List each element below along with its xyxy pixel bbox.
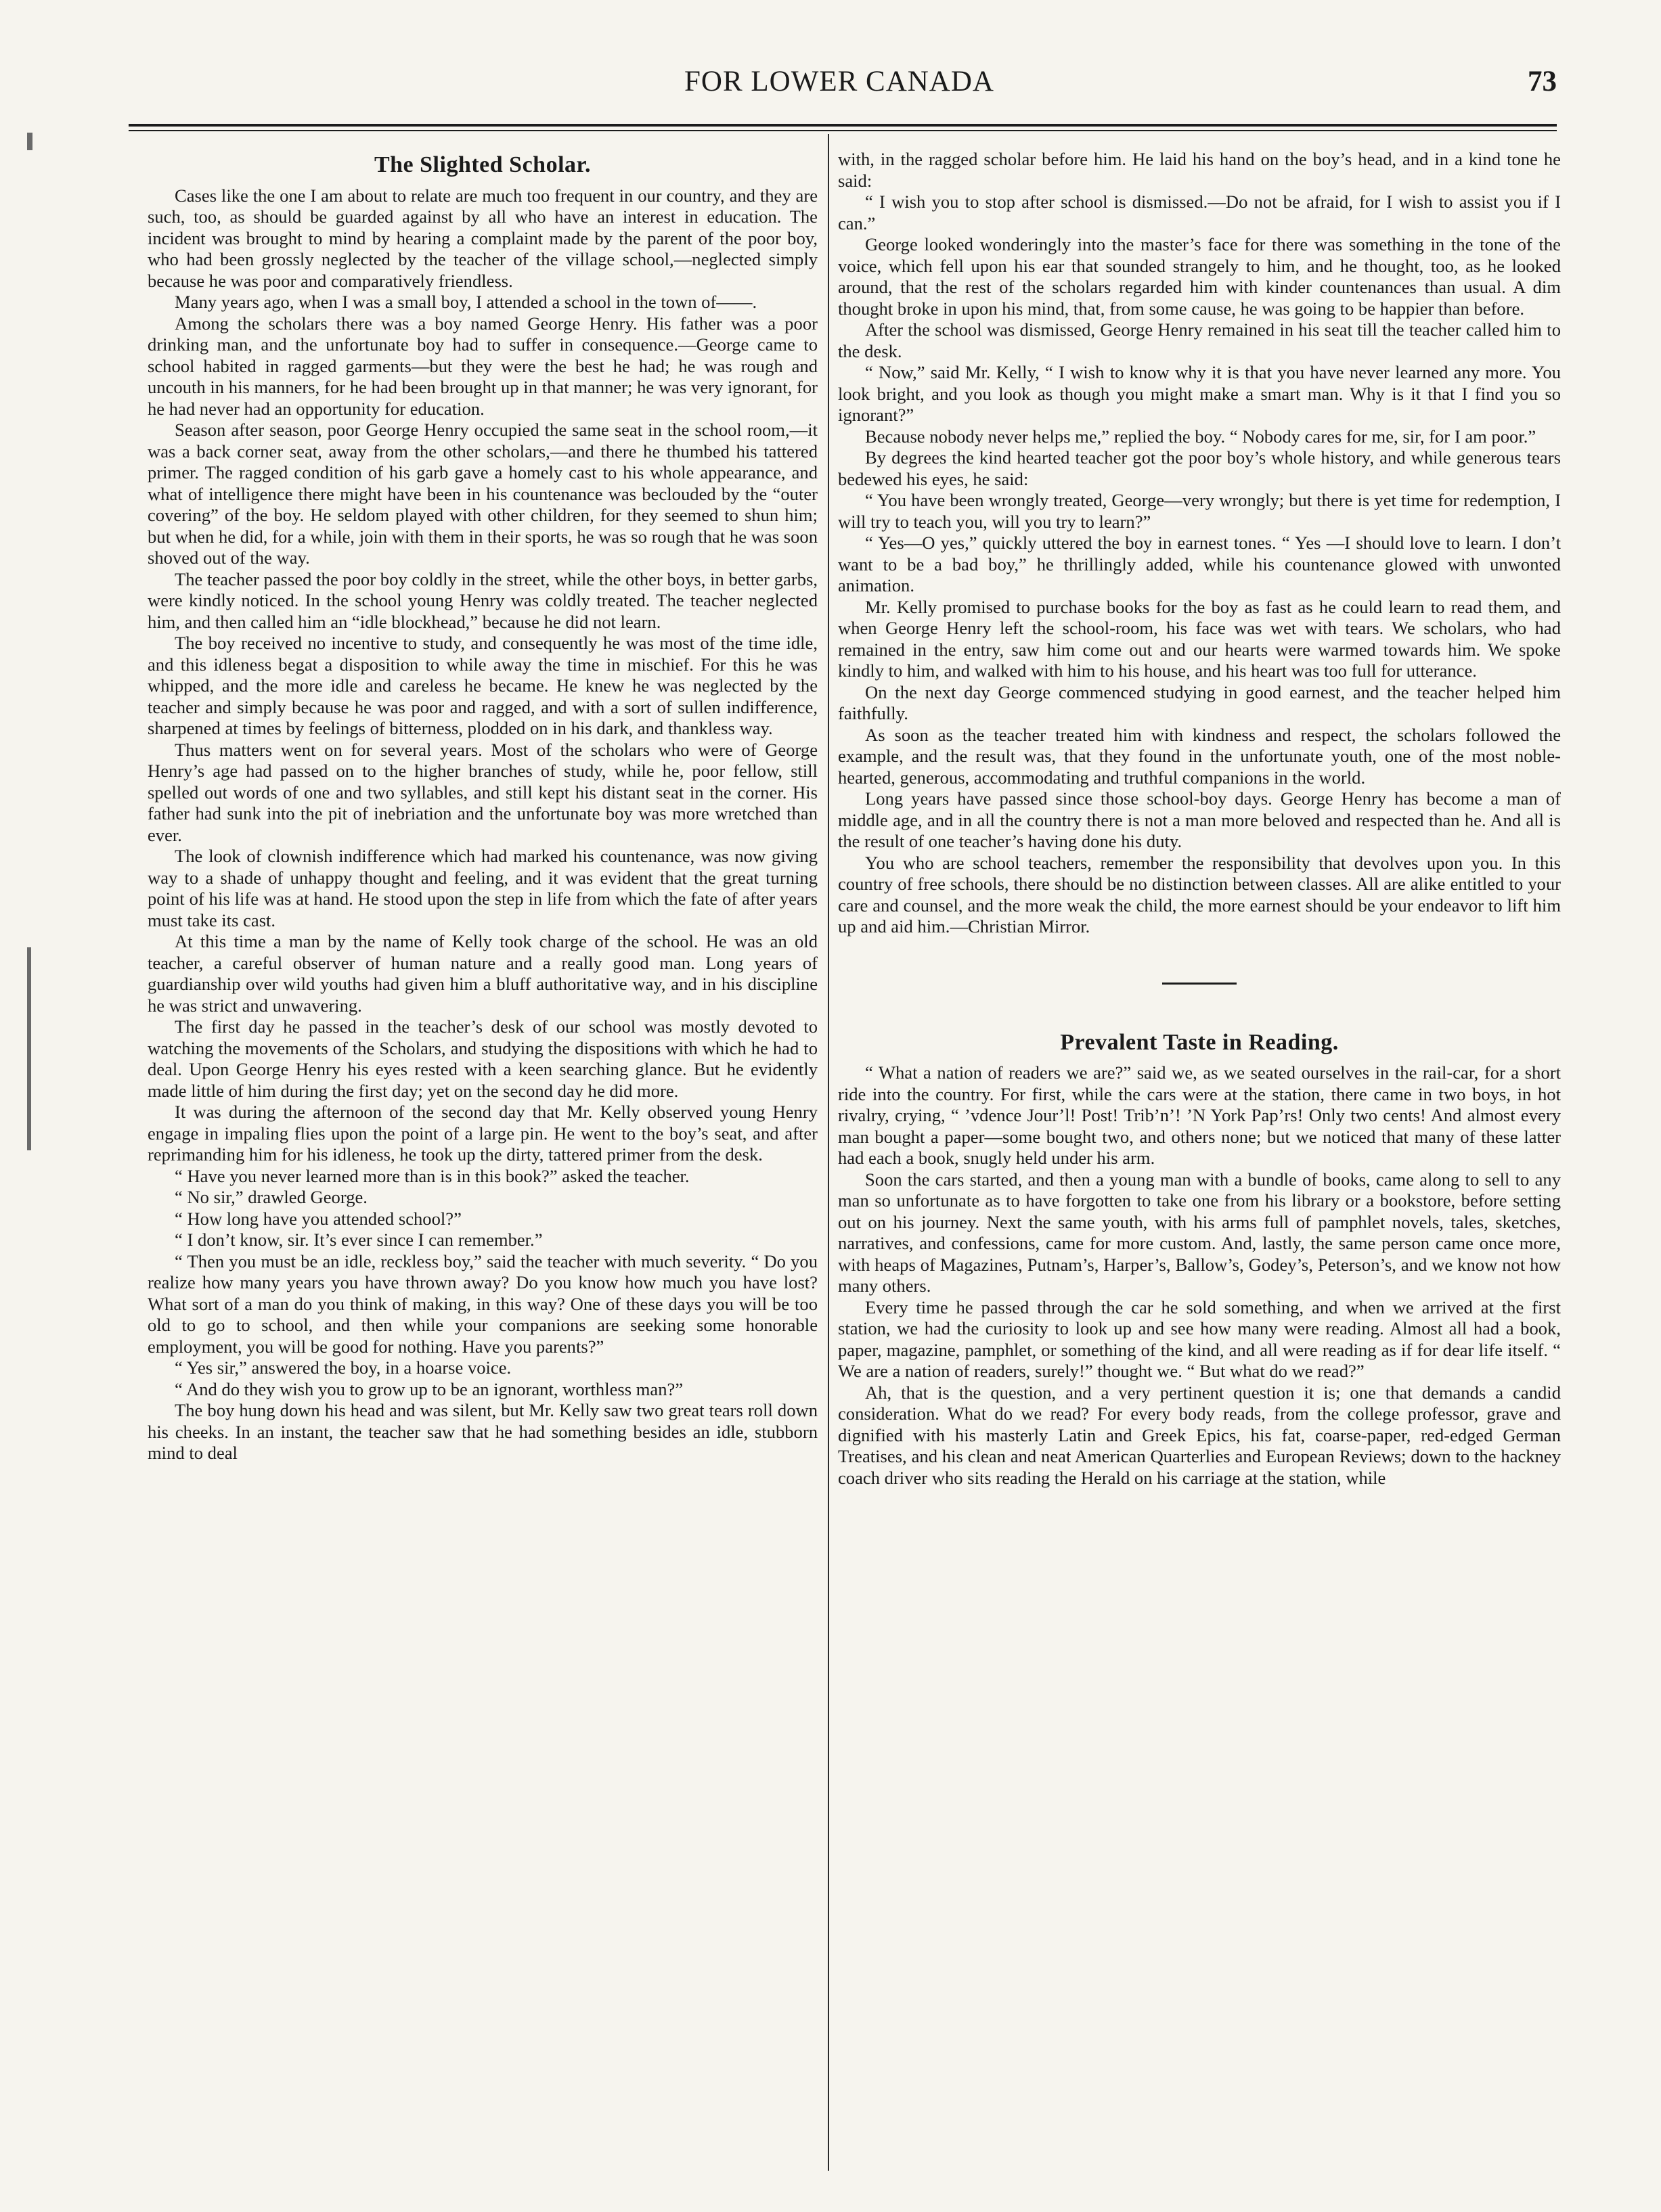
margin-mark [27,133,32,150]
header-rule-thin [129,130,1557,131]
paragraph: The boy hung down his head and was silent, but Mr. Kelly saw two great tears roll down his cheeks. In an instant, the teacher saw that he had something besides an idle, stubborn mind to deal [148,1400,818,1463]
paragraph: At this time a man by the name of Kelly took charge of the school. He was an old teacher, a careful observer of human nature and a really good man. Long years of guardianship over wild youths had given him a bluff authoritative way, and in his discipline he was strict and unwavering. [148,931,818,1016]
dialogue-line: “ Now,” said Mr. Kelly, “ I wish to know why it is that you have never learned any more. You look bright, and you look as though you might make a smart man. Why is it that I find you so ignorant?” [838,362,1561,425]
page-number: 73 [1528,66,1557,97]
running-title: FOR LOWER CANADA [684,66,994,97]
margin-mark [27,947,31,1150]
dialogue-line: “ Yes—O yes,” quickly uttered the boy in earnest tones. “ Yes —I should love to learn. I don’t want to be a bad boy,” he thrillingly added, while his countenance glowed with unwonted animation. [838,533,1561,595]
page-header [122,60,1557,114]
paragraph: On the next day George commenced studying in good earnest, and the teacher helped him faithfully. [838,681,1561,723]
header-rule [129,124,1557,127]
paragraph: Among the scholars there was a boy named George Henry. His father was a poor drinking man, and the unfortunate boy had to suffer in consequence.—George came to school habited in ragged garments—but they were the best he had; he was rough and uncouth in his manners, for he had been brought up in that manner; he was very ignorant, for he had never had an opportunity for education. [148,313,818,419]
paragraph: Thus matters went on for several years. Most of the scholars who were of George Henry’s age had passed on to the higher branches of study, while he, poor fellow, still spelled out words of one and two syllables, and still kept his distant seat in the corner. His father had sunk into the pit of inebriation and the unfortunate boy was more wretched than ever. [148,739,818,845]
article-separator [1162,983,1237,985]
dialogue-line: “ I don’t know, sir. It’s ever since I can remember.” [175,1229,543,1250]
dialogue-line: “ Yes sir,” answered the boy, in a hoarse voice. [175,1357,512,1378]
right-column [838,149,1561,1489]
article-title: The Slighted Scholar. [374,152,592,177]
left-column [148,149,818,1464]
paragraph: After the school was dismissed, George Henry remained in his seat till the teacher called him to the desk. [838,319,1561,361]
paragraph: By degrees the kind hearted teacher got the poor boy’s whole history, and while generous tears bedewed his eyes, he said: [838,447,1561,489]
dialogue-line: “ No sir,” drawled George. [175,1187,368,1207]
paragraph: Many years ago, when I was a small boy, I attended a school in the town of——. [175,292,757,312]
paragraph: The first day he passed in the teacher’s desk of our school was mostly devoted to watching the movements of the Scholars, and studying the dispositions with which he had to deal. Upon George Henry his eyes rested with a keen searching glance. But he evidently made little of him during the first day; yet on the second day he did more. [148,1016,818,1101]
dialogue-line: “ How long have you attended school?” [175,1208,462,1229]
paragraph: The look of clownish indifference which had marked his countenance, was now giving way to a shade of unhappy thought and feeling, and it was evident that the great turning point of his life was at hand. He stood upon the step in life from which the fate of after years must take its cast. [148,846,818,930]
column-divider [828,134,829,2171]
paragraph: “ What a nation of readers we are?” said we, as we seated ourselves in the rail-car, for a short ride into the country. For first, while the cars were at the station, there came in two boys, in hot rivalry, crying, “ ’vdence Jour’l! Post! Trib’n’! ’N York Pap’rs! Only two cents! And almost every man bought a paper—some bought two, and others none; but we noticed that many of these latter had each a book, snugly held under his arm. [838,1062,1561,1168]
dialogue-line: Because nobody never helps me,” replied the boy. “ Nobody cares for me, sir, for I am poor.” [865,426,1536,447]
paragraph: Ah, that is the question, and a very pertinent question it is; one that demands a candid consideration. What do we read? For every body reads, from the college professor, grave and dignified with his masterly Latin and Greek Epics, his fat, coarse-paper, red-edged German Treatises, and his clean and neat American Quarterlies and European Reviews; down to the hackney coach driver who sits reading the Herald on his carriage at the station, while [838,1382,1561,1488]
paragraph: It was during the afternoon of the second day that Mr. Kelly observed young Henry engage in impaling flies upon the point of a large pin. He went to the boy’s seat, and after reprimanding him for his idleness, he took up the dirty, tattered primer from the desk. [148,1102,818,1165]
dialogue-line: “ Then you must be an idle, reckless boy,” said the teacher with much severity. “ Do you realize how many years you have thrown away? Do you know how much you have lost? What sort of a man do you think of making, in this way? One of these days you will be too old to go to school, and then while your companions are seeking some honorable employment, you will be good for nothing. Have you parents?” [148,1250,818,1357]
dialogue-line: “ You have been wrongly treated, George—very wrongly; but there is yet time for redemption, I will try to teach you, will you try to learn?” [838,490,1561,532]
article-title: Prevalent Taste in Reading. [1060,1029,1339,1055]
paragraph: George looked wonderingly into the master’s face for there was something in the tone of the voice, which fell upon his ear that sounded strangely to him, and he thought, too, as he looked around, that the rest of the scholars regarded him with kinder countenances than usual. A dim thought broke in upon his mind, that, from some cause, he was going to be happier than before. [838,234,1561,319]
paragraph: The boy received no incentive to study, and consequently he was most of the time idle, and this idleness begat a disposition to while away the time in mischief. For this he was whipped, and the more idle and careless he became. He knew he was neglected by the teacher and simply because he was poor and ragged, and with a sort of sullen indifference, sharpened at times by feelings of bitterness, plodded on in his dark, and thankless way. [148,633,818,738]
dialogue-line: “ And do they wish you to grow up to be an ignorant, worthless man?” [175,1378,684,1399]
paragraph: Every time he passed through the car he sold something, and when we arrived at the first station, we had the curiosity to look up and see how many were reading. Almost all had a book, paper, magazine, pamphlet, or something of the kind, and all were reading as if for dear life itself. “ We are a nation of readers, surely!” thought we. “ But what do we read?” [838,1296,1561,1381]
paragraph: Mr. Kelly promised to purchase books for the boy as fast as he could learn to read them, and when George Henry left the school-room, his face was wet with tears. We scholars, who had remained in the entry, saw him come out and our hearts were warmed towards him. We spoke kindly to him, and walked with him to his house, and his heart was too full for utterance. [838,596,1561,681]
paragraph: Long years have passed since those school-boy days. George Henry has become a man of middle age, and in all the country there is not a man more beloved and respected than he. And all is the result of one teacher’s having done his duty. [838,788,1561,851]
paragraph: Cases like the one I am about to relate are much too frequent in our country, and they are such, too, as should be guarded against by all who have an interest in education. The incident was brought to mind by hearing a complaint made by the parent of the poor boy, who had been grossly neglected by the teacher of the village school,—neglected simply because he was poor and comparatively friendless. [148,185,818,291]
dialogue-line: “ Have you never learned more than is in this book?” asked the teacher. [175,1165,690,1186]
paragraph: Soon the cars started, and then a young man with a bundle of books, came along to sell to any man so unfortunate as to have forgotten to take one from his library or a bookstore, before setting out on his journey. Next the same youth, with his arms full of pamphlet novels, tales, sketches, narratives, and confessions, came for more custom. And, lastly, the same person came once more, with heaps of Magazines, Putnam’s, Harper’s, Ballow’s, Godey’s, Peterson’s, and we know not how many others. [838,1169,1561,1296]
dialogue-line: “ I wish you to stop after school is dismissed.—Do not be afraid, for I wish to assist you if I can.” [838,191,1561,233]
paragraph: Season after season, poor George Henry occupied the same seat in the school room,—it was a back corner seat, away from the other scholars,—and there he thumbed his tattered primer. The ragged condition of his garb gave a homely cast to his whole appearance, and what of intelligence there might have been in his countenance was beclouded by the “outer covering” of the boy. He seldom played with other children, for they seemed to shun him; but when he did, for a while, join with them in their sports, he was so rough that he was soon shoved out of the way. [148,420,818,568]
paragraph-continued: with, in the ragged scholar before him. He laid his hand on the boy’s head, and in a kind tone he said: [838,149,1561,191]
paragraph: You who are school teachers, remember the responsibility that devolves upon you. In this country of free schools, there should be no distinction between classes. All are alike entitled to your care and counsel, and the more weak the child, the more earnest should be your endeavor to lift him up and aid him.—Christian Mirror. [838,852,1561,936]
paragraph: As soon as the teacher treated him with kindness and respect, the scholars followed the example, and the result was, that they found in the unfortunate youth, one of the most noble-hearted, generous, accommodating and truthful companions in the world. [838,724,1561,788]
paragraph: The teacher passed the poor boy coldly in the street, while the other boys, in better garbs, were kindly noticed. In the school young Henry was coldly treated. The teacher neglected him, and then called him an “idle blockhead,” because he did not learn. [148,568,818,632]
